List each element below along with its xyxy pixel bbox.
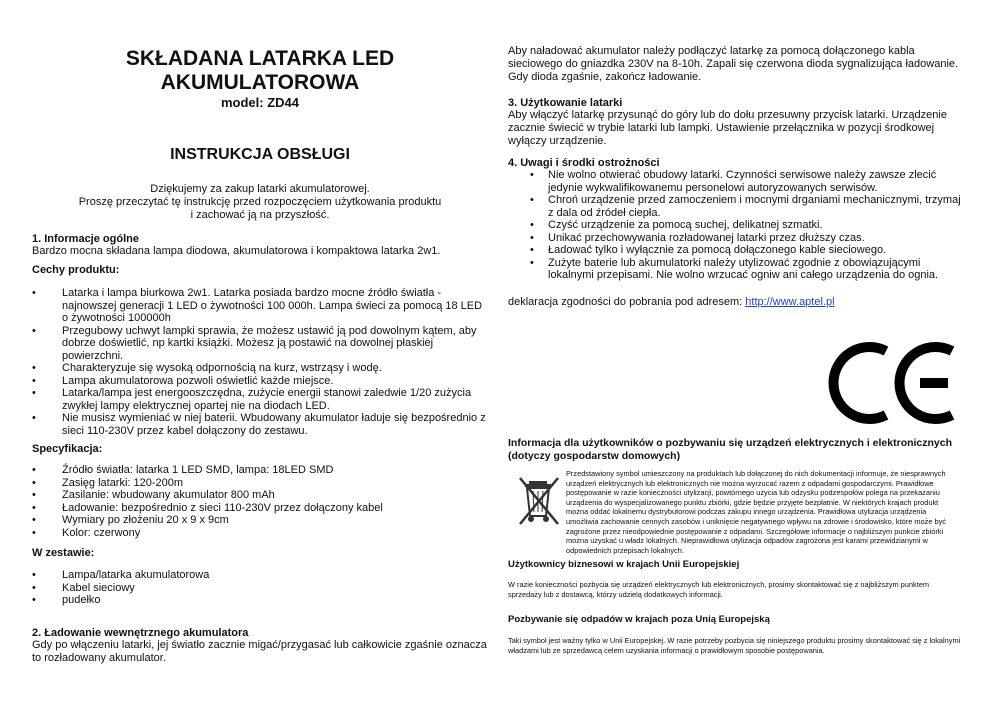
section-1-heading: 1. Informacje ogólne [32, 233, 139, 245]
features-heading: Cechy produktu: [32, 264, 120, 276]
intro-line: Dziękujemy za zakup latarki akumulatorowej. [150, 183, 370, 195]
list-item: • Zasilanie: wbudowany akumulator 800 mAh [32, 489, 488, 502]
weee-text: Przedstawiony symbol umieszczony na produktach lub dołączonej do nich dokumentacji informuje, że niesprawnych urządzeń elektrycznych lub elektronicznych nie można wyrzucać razem z odpadami gospodarczymi. Prawidłowe postępowanie w razie konieczności utylizacji, powtórnego użycia lub odzysku podzespołów polega na przekazaniu urządzenia do wyspecjalizowanego punktu zbiórki, gdzie będzie przyjęte bezpłatnie. W niektórych krajach produkt można oddać lokalnemu dystrybutorowi podczas zakupu innego urządzenia. Prawidłowa utylizacja urządzenia umożliwia zachowanie cennych zasobów i uniknięcie negatywnego wpływu na zdrowie i środowisko, które może być zagrożone przez nieodpowiednie postępowanie z odpadami. Szczegółowe informacje o najbliższym punkcie zbiórki można uzyskać u władz lokalnych. Nieprawidłowa utylizacja odpadów zagrożona jest karami przewidzianymi w odpowiednich przepisach lokalnych. [566, 469, 946, 555]
model-number: model: ZD44 [220, 95, 299, 110]
list-item: • Wymiary po złożeniu 20 x 9 x 9cm [32, 514, 488, 527]
list-item: • Kabel sieciowy [32, 582, 488, 595]
warnings-list [508, 169, 962, 282]
product-title-line2: AKUMULATOROWA [160, 71, 360, 94]
product-title-line1: SKŁADANA LATARKA LED [125, 47, 395, 70]
list-item: • Ładowanie: bezpośrednio z sieci 110-230V przez dołączony kabel [32, 502, 488, 515]
list-item: • Unikać przechowywania rozładowanej latarki przez dłuższy czas. [508, 232, 962, 245]
list-item: • Źródło światła: latarka 1 LED SMD, lampa: 18LED SMD [32, 464, 488, 477]
intro-line: Proszę przeczytać tę instrukcję przed rozpoczęciem użytkowania produktu [78, 196, 442, 208]
features-list [32, 287, 488, 437]
section-3-text: Aby włączyć latarkę przysunąć do góry lub do dołu przesuwny przycisk latarki. Urządzenie zacznie świecić w trybie latarki lub lampki. Ustawienie przełącznika w pozycji środkowej wyłączy urządzenie. [508, 109, 947, 147]
business-text: W razie konieczności pozbycia się urządzeń elektrycznych lub elektronicznych, prosimy skontaktować się z najbliższym punktem sprzedaży lub z dostawcą, którzy udzielą dodatkowych informacji. [508, 580, 930, 599]
business-heading: Użytkownicy biznesowi w krajach Unii Europejskiej [508, 559, 740, 570]
list-item: • Czyść urządzenie za pomocą suchej, delikatnej szmatki. [508, 219, 962, 232]
weee-heading: Informacja dla użytkowników o pozbywaniu się urządzeń elektrycznych i elektronicznych (dotyczy gospodarstw domowych) [508, 437, 953, 462]
intro-text [32, 183, 488, 222]
list-item: • Ładować tylko i wyłącznie za pomocą dołączonego kable sieciowego. [508, 244, 962, 257]
outside-eu-text: Taki symbol jest ważny tylko w Unii Europejskej. W razie potrzeby pozbycia się niniejszego produktu prosimy skontaktować się z lokalnymi władzami lub ze sprzedawcą celem uzyskania informacji o prawidłowym sposobie postępowania. [508, 636, 961, 655]
list-item: • Nie musisz wymieniać w niej baterii. Wbudowany akumulator ładuje się bezpośrednio z sieci 110-230V przez kabel dołączony do zestawu. [32, 412, 488, 437]
list-item: • Zasięg latarki: 120-200m [32, 477, 488, 490]
list-item: • Lampa akumulatorowa pozwoli oświetlić każde miejsce. [32, 375, 488, 388]
declaration [508, 296, 962, 309]
section-3-heading: 3. Użytkowanie latarki [508, 97, 623, 109]
list-item: • pudełko [32, 594, 488, 607]
list-item: • Charakteryzuje się wysoką odpornością na kurz, wstrząsy i wodę. [32, 362, 488, 375]
set-list [32, 569, 488, 607]
section-2-heading: 2. Ładowanie wewnętrznego akumulatora [32, 627, 249, 639]
list-item: • Lampa/latarka akumulatorowa [32, 569, 488, 582]
list-item: • Latarka i lampa biurkowa 2w1. Latarka posiada bardzo mocne źródło światła -najnowszej generacji 1 LED o żywotności 100 000h. Lampa świeci za pomocą 18 LED o żywotności 100000h [32, 287, 488, 325]
declaration-link[interactable]: http://www.aptel.pl [745, 296, 835, 308]
outside-eu-heading: Pozbywanie się odpadów w krajach poza Unią Europejską [508, 614, 770, 625]
crossed-bin-icon [516, 474, 562, 528]
charging-text: Aby naładować akumulator należy podłączyć latarkę za pomocą dołączonego kabla sieciowego do gniazdka 230V na 8-10h. Zapali się czerwona dioda sygnalizująca ładowanie. Gdy dioda zgaśnie, zakończ ładowanie. [508, 45, 959, 83]
declaration-text: deklaracja zgodności do pobrania pod adresem: [508, 296, 746, 308]
section-2-text: Gdy po włączeniu latarki, jej światło zacznie migać/przygasać lub całkowicie zgaśnie oznacza to rozładowany akumulator. [32, 639, 487, 664]
list-item: • Latarka/lampa jest energooszczędna, zużycie energii stanowi zaledwie 1/20 zużycia zwykłej lampy elektrycznej opartej nie na diodach LED. [32, 387, 488, 412]
set-heading: W zestawie: [32, 547, 95, 559]
section-4-heading: 4. Uwagi i środki ostrożności [508, 157, 660, 169]
list-item: • Nie wolno otwierać obudowy latarki. Czynności serwisowe należy zawsze zlecić jedynie wykwalifikowanemu personelowi autoryzowanych serwisów. [508, 169, 962, 194]
list-item: • Zużyte baterie lub akumulatorki należy utylizować zgodnie z obowiązującymi lokalnymi przepisami. Nie wolno wrzucać ogniw ani całego urządzenia do ognia. [508, 257, 962, 282]
section-1-text: Bardzo mocna składana lampa diodowa, akumulatorowa i kompaktowa latarka 2w1. [32, 245, 441, 257]
intro-line: i zachować ją na przyszłość. [190, 209, 330, 221]
list-item: • Chroń urządzenie przed zamoczeniem i mocnymi drganiami mechanicznymi, trzymaj z dala od źródeł ciepła. [508, 194, 962, 219]
manual-heading: INSTRUKCJA OBSŁUGI [170, 146, 350, 163]
list-item: • Kolor: czerwony [32, 527, 488, 540]
spec-heading: Specyfikacja: [32, 443, 103, 455]
list-item: • Przegubowy uchwyt lampki sprawia, że możesz ustawić ją pod dowolnym kątem, aby dobrze doświetlić, np kartki książki. Możesz ją postawić na dowolnej płaskiej powierzchni. [32, 325, 488, 363]
spec-list [32, 464, 488, 539]
ce-mark-icon [824, 339, 960, 427]
